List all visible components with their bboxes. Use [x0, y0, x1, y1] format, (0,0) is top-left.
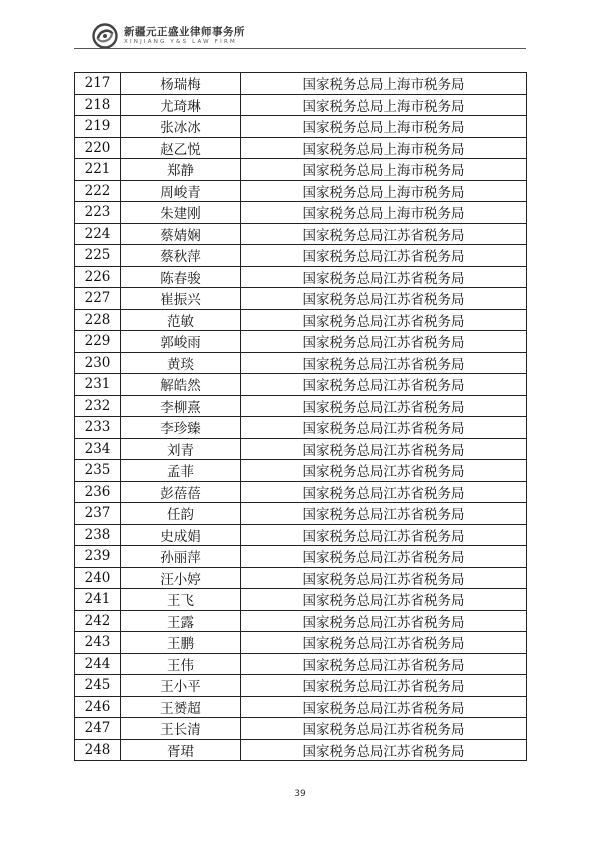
unit-cell: 国家税务总局江苏省税务局 — [241, 417, 527, 439]
name-cell: 刘青 — [121, 438, 241, 460]
row-number-cell: 217 — [75, 73, 121, 95]
name-cell: 陈春骏 — [121, 266, 241, 288]
unit-cell: 国家税务总局江苏省税务局 — [241, 739, 527, 761]
row-number-cell: 227 — [75, 288, 121, 310]
row-number-cell: 247 — [75, 718, 121, 740]
name-cell: 郭峻雨 — [121, 331, 241, 353]
name-cell: 尤琦琳 — [121, 94, 241, 116]
row-number-cell: 234 — [75, 438, 121, 460]
table-row — [75, 94, 527, 116]
row-number-cell: 220 — [75, 137, 121, 159]
table-row — [75, 696, 527, 718]
unit-cell: 国家税务总局江苏省税务局 — [241, 331, 527, 353]
row-number-cell: 237 — [75, 503, 121, 525]
table-row — [75, 460, 527, 482]
table-row — [75, 116, 527, 138]
row-number-cell: 223 — [75, 202, 121, 224]
unit-cell: 国家税务总局江苏省税务局 — [241, 718, 527, 740]
row-number-cell: 242 — [75, 610, 121, 632]
row-number-cell: 218 — [75, 94, 121, 116]
table-row — [75, 675, 527, 697]
name-cell: 胥珺 — [121, 739, 241, 761]
row-number-cell: 219 — [75, 116, 121, 138]
name-cell: 汪小婷 — [121, 567, 241, 589]
unit-cell: 国家税务总局江苏省税务局 — [241, 352, 527, 374]
unit-cell: 国家税务总局江苏省税务局 — [241, 567, 527, 589]
unit-cell: 国家税务总局江苏省税务局 — [241, 309, 527, 331]
personnel-table — [74, 72, 527, 761]
name-cell: 蔡婧娴 — [121, 223, 241, 245]
table-row — [75, 610, 527, 632]
unit-cell: 国家税务总局上海市税务局 — [241, 180, 527, 202]
page-header — [92, 24, 245, 48]
table-row — [75, 589, 527, 611]
table-row — [75, 288, 527, 310]
row-number-cell: 244 — [75, 653, 121, 675]
name-cell: 范敏 — [121, 309, 241, 331]
row-number-cell: 222 — [75, 180, 121, 202]
row-number-cell: 238 — [75, 524, 121, 546]
firm-name-cn: 新疆元正盛业律师事务所 — [124, 26, 245, 38]
unit-cell: 国家税务总局江苏省税务局 — [241, 610, 527, 632]
row-number-cell: 245 — [75, 675, 121, 697]
row-number-cell: 239 — [75, 546, 121, 568]
firm-logo-icon — [92, 23, 118, 49]
name-cell: 任韵 — [121, 503, 241, 525]
row-number-cell: 230 — [75, 352, 121, 374]
name-cell: 孙丽萍 — [121, 546, 241, 568]
name-cell: 郑静 — [121, 159, 241, 181]
unit-cell: 国家税务总局江苏省税务局 — [241, 245, 527, 267]
unit-cell: 国家税务总局上海市税务局 — [241, 94, 527, 116]
table-row — [75, 137, 527, 159]
unit-cell: 国家税务总局江苏省税务局 — [241, 438, 527, 460]
row-number-cell: 221 — [75, 159, 121, 181]
unit-cell: 国家税务总局江苏省税务局 — [241, 696, 527, 718]
firm-name-en: XINJIANG Y&S LAW FIRM — [124, 38, 237, 45]
unit-cell: 国家税务总局上海市税务局 — [241, 73, 527, 95]
row-number-cell: 224 — [75, 223, 121, 245]
row-number-cell: 233 — [75, 417, 121, 439]
name-cell: 王露 — [121, 610, 241, 632]
name-cell: 黄琰 — [121, 352, 241, 374]
unit-cell: 国家税务总局上海市税务局 — [241, 202, 527, 224]
row-number-cell: 226 — [75, 266, 121, 288]
name-cell: 李柳熹 — [121, 395, 241, 417]
name-cell: 朱建刚 — [121, 202, 241, 224]
table-row — [75, 73, 527, 95]
table-row — [75, 395, 527, 417]
table-row — [75, 309, 527, 331]
name-cell: 解皓然 — [121, 374, 241, 396]
table-row — [75, 524, 527, 546]
unit-cell: 国家税务总局江苏省税务局 — [241, 288, 527, 310]
row-number-cell: 248 — [75, 739, 121, 761]
unit-cell: 国家税务总局江苏省税务局 — [241, 503, 527, 525]
row-number-cell: 228 — [75, 309, 121, 331]
row-number-cell: 232 — [75, 395, 121, 417]
name-cell: 王小平 — [121, 675, 241, 697]
unit-cell: 国家税务总局江苏省税务局 — [241, 395, 527, 417]
table-row — [75, 180, 527, 202]
table-row — [75, 653, 527, 675]
unit-cell: 国家税务总局上海市税务局 — [241, 159, 527, 181]
row-number-cell: 229 — [75, 331, 121, 353]
table-body — [75, 73, 527, 761]
row-number-cell: 246 — [75, 696, 121, 718]
unit-cell: 国家税务总局江苏省税务局 — [241, 589, 527, 611]
table-row — [75, 245, 527, 267]
unit-cell: 国家税务总局江苏省税务局 — [241, 524, 527, 546]
table-row — [75, 331, 527, 353]
row-number-cell: 236 — [75, 481, 121, 503]
unit-cell: 国家税务总局江苏省税务局 — [241, 546, 527, 568]
unit-cell: 国家税务总局江苏省税务局 — [241, 675, 527, 697]
name-cell: 李珍臻 — [121, 417, 241, 439]
firm-brand — [124, 27, 245, 45]
unit-cell: 国家税务总局上海市税务局 — [241, 116, 527, 138]
table-row — [75, 159, 527, 181]
name-cell: 王长清 — [121, 718, 241, 740]
name-cell: 赵乙悦 — [121, 137, 241, 159]
table-row — [75, 202, 527, 224]
table-row — [75, 718, 527, 740]
unit-cell: 国家税务总局上海市税务局 — [241, 137, 527, 159]
name-cell: 崔振兴 — [121, 288, 241, 310]
table-row — [75, 352, 527, 374]
row-number-cell: 240 — [75, 567, 121, 589]
table-row — [75, 438, 527, 460]
name-cell: 史成娟 — [121, 524, 241, 546]
table-row — [75, 223, 527, 245]
name-cell: 周峻青 — [121, 180, 241, 202]
unit-cell: 国家税务总局江苏省税务局 — [241, 632, 527, 654]
table-row — [75, 546, 527, 568]
name-cell: 王赟超 — [121, 696, 241, 718]
row-number-cell: 235 — [75, 460, 121, 482]
table-row — [75, 632, 527, 654]
name-cell: 王鹏 — [121, 632, 241, 654]
header-divider — [74, 48, 526, 49]
table-row — [75, 503, 527, 525]
table-row — [75, 374, 527, 396]
table-row — [75, 266, 527, 288]
name-cell: 孟菲 — [121, 460, 241, 482]
unit-cell: 国家税务总局江苏省税务局 — [241, 223, 527, 245]
table-row — [75, 417, 527, 439]
row-number-cell: 241 — [75, 589, 121, 611]
unit-cell: 国家税务总局江苏省税务局 — [241, 481, 527, 503]
name-cell: 杨瑞梅 — [121, 73, 241, 95]
name-cell: 蔡秋萍 — [121, 245, 241, 267]
row-number-cell: 231 — [75, 374, 121, 396]
page-number: 39 — [294, 789, 306, 799]
row-number-cell: 225 — [75, 245, 121, 267]
name-cell: 王伟 — [121, 653, 241, 675]
unit-cell: 国家税务总局江苏省税务局 — [241, 460, 527, 482]
table-row — [75, 567, 527, 589]
unit-cell: 国家税务总局江苏省税务局 — [241, 266, 527, 288]
name-cell: 张冰冰 — [121, 116, 241, 138]
unit-cell: 国家税务总局江苏省税务局 — [241, 374, 527, 396]
table-row — [75, 739, 527, 761]
unit-cell: 国家税务总局江苏省税务局 — [241, 653, 527, 675]
row-number-cell: 243 — [75, 632, 121, 654]
table-row — [75, 481, 527, 503]
name-cell: 王飞 — [121, 589, 241, 611]
name-cell: 彭蓓蓓 — [121, 481, 241, 503]
